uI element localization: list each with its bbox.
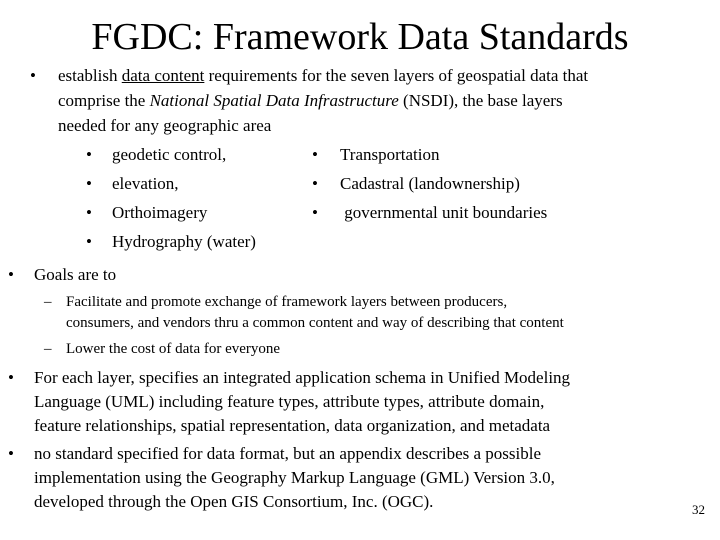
slide-title: FGDC: Framework Data Standards <box>91 16 629 58</box>
layer-item: geodetic control, <box>112 145 227 164</box>
layer-item: Transportation <box>340 145 440 164</box>
bullet3-line: For each layer, specifies an integrated application schema in Unified Modeling <box>34 368 571 387</box>
bullet-dot: • <box>30 66 36 85</box>
goals-label: Goals are to <box>34 265 117 284</box>
bullet4-line: implementation using the Geography Markup Language (GML) Version 3.0, <box>34 468 555 487</box>
layer-item: Hydrography (water) <box>112 232 256 251</box>
bullet4-line: no standard specified for data format, but an appendix describes a possible <box>34 444 542 463</box>
layer-item: governmental unit boundaries <box>340 203 548 222</box>
bullet-dot: • <box>86 232 92 251</box>
bullet-dot: • <box>312 203 318 222</box>
layer-item: Orthoimagery <box>112 203 208 222</box>
bullet-dot: • <box>86 145 92 164</box>
goal-item-line: Facilitate and promote exchange of framework layers between producers, <box>66 294 508 310</box>
bullet4-line: developed through the Open GIS Consortium, Inc. (OGC). <box>34 492 434 511</box>
dash-marker: – <box>44 294 52 310</box>
bullet1-line1: establish data content requirements for the seven layers of geospatial data that <box>58 66 589 85</box>
bullet-dot: • <box>8 265 14 284</box>
goal-item-line: consumers, and vendors thru a common content and way of describing that content <box>66 315 564 331</box>
bullet-dot: • <box>86 174 92 193</box>
page-number: 32 <box>692 502 705 517</box>
italic-nsdi: National Spatial Data Infrastructure <box>149 91 399 110</box>
bullet-dot: • <box>8 368 14 387</box>
dash-marker: – <box>44 341 52 357</box>
bullet-dot: • <box>86 203 92 222</box>
bullet1-line3: needed for any geographic area <box>58 116 272 135</box>
bullet3-line: Language (UML) including feature types, attribute types, attribute domain, <box>34 392 545 411</box>
bullet3-line: feature relationships, spatial representation, data organization, and metadata <box>34 416 551 435</box>
bullet-dot: • <box>312 174 318 193</box>
goal-item-line: Lower the cost of data for everyone <box>66 341 281 357</box>
underline-data-content: data content <box>121 66 205 85</box>
bullet-dot: • <box>8 444 14 463</box>
layer-item: Cadastral (landownership) <box>340 174 520 193</box>
layer-item: elevation, <box>112 174 179 193</box>
bullet1-line2: comprise the National Spatial Data Infrastructure (NSDI), the base layers <box>58 91 563 110</box>
bullet-dot: • <box>312 145 318 164</box>
